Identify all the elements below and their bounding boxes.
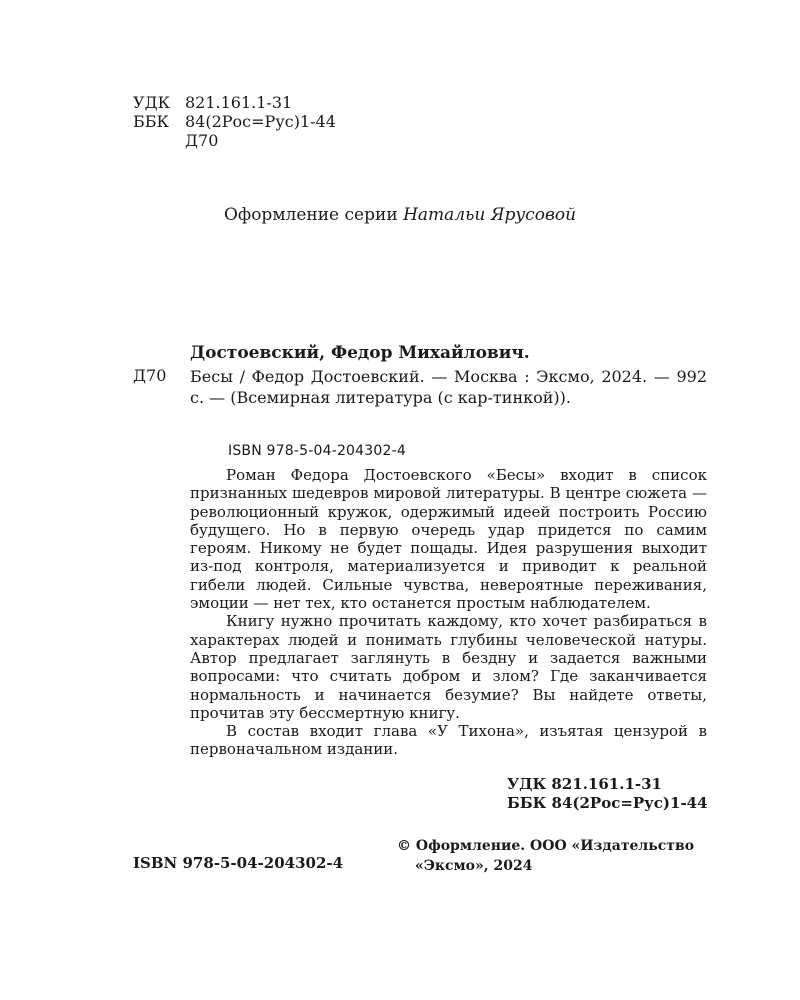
bottom-udk: УДК 821.161.1-31	[507, 775, 662, 793]
bbk-row	[133, 112, 336, 131]
bottom-classification	[507, 775, 708, 813]
series-designer-name: Натальи Ярусовой	[403, 205, 577, 225]
udk-row	[133, 93, 292, 112]
catalog-isbn: ISBN 978-5-04-204302-4	[228, 443, 406, 459]
copyright-line-2: «Эксмо», 2024	[415, 858, 533, 874]
bbk-value: 84(2Рос=Рус)1-44	[185, 112, 336, 131]
catalog-author-code: Д70	[133, 366, 167, 385]
series-credit-prefix: Оформление серии	[223, 205, 398, 225]
copyright-line-1: © Оформление. ООО «Издательство	[397, 838, 695, 854]
abstract-paragraph: В состав входит глава «У Тихона», изъятая цензурой в первоначальном издании.	[190, 722, 707, 759]
abstract-paragraph: Книгу нужно прочитать каждому, кто хочет разбираться в характерах людей и понимать глубины человеческой натуры. Автор предлагает заглянуть в бездну и задается важными вопросами: что считать добром и злом? Где заканчивается нормальность и начинается безумие? Вы найдете ответы, прочитав эту бессмертную книгу.	[190, 612, 707, 722]
bbk-label: ББК	[133, 112, 169, 131]
copyright-notice	[397, 836, 712, 876]
book-abstract	[190, 466, 707, 759]
author-code-top: Д70	[185, 131, 219, 150]
catalog-author: Достоевский, Федор Михайлович.	[190, 343, 530, 363]
abstract-paragraph: Роман Федора Достоевского «Бесы» входит в список признанных шедевров мировой литературы. В центре сюжета — революционный кружок, одержимый идеей построить Россию будущего. Но в первую очередь удар придется по самим героям. Никому не будет пощады. Идея разрушения выходит из-под контроля, материализуется и приводит к реальной гибели людей. Сильные чувства, невероятные переживания, эмоции — нет тех, кто останется простым наблюдателем.	[190, 466, 707, 613]
udk-label: УДК	[133, 93, 170, 112]
bottom-bbk: ББК 84(2Рос=Рус)1-44	[507, 794, 708, 812]
catalog-description: Бесы / Федор Достоевский. — Москва : Эксмо, 2024. — 992 с. — (Всемирная литература (с кар-тинкой)).	[190, 367, 707, 407]
bottom-isbn: ISBN 978-5-04-204302-4	[133, 854, 344, 872]
series-credit	[0, 205, 800, 225]
udk-value: 821.161.1-31	[185, 93, 293, 112]
